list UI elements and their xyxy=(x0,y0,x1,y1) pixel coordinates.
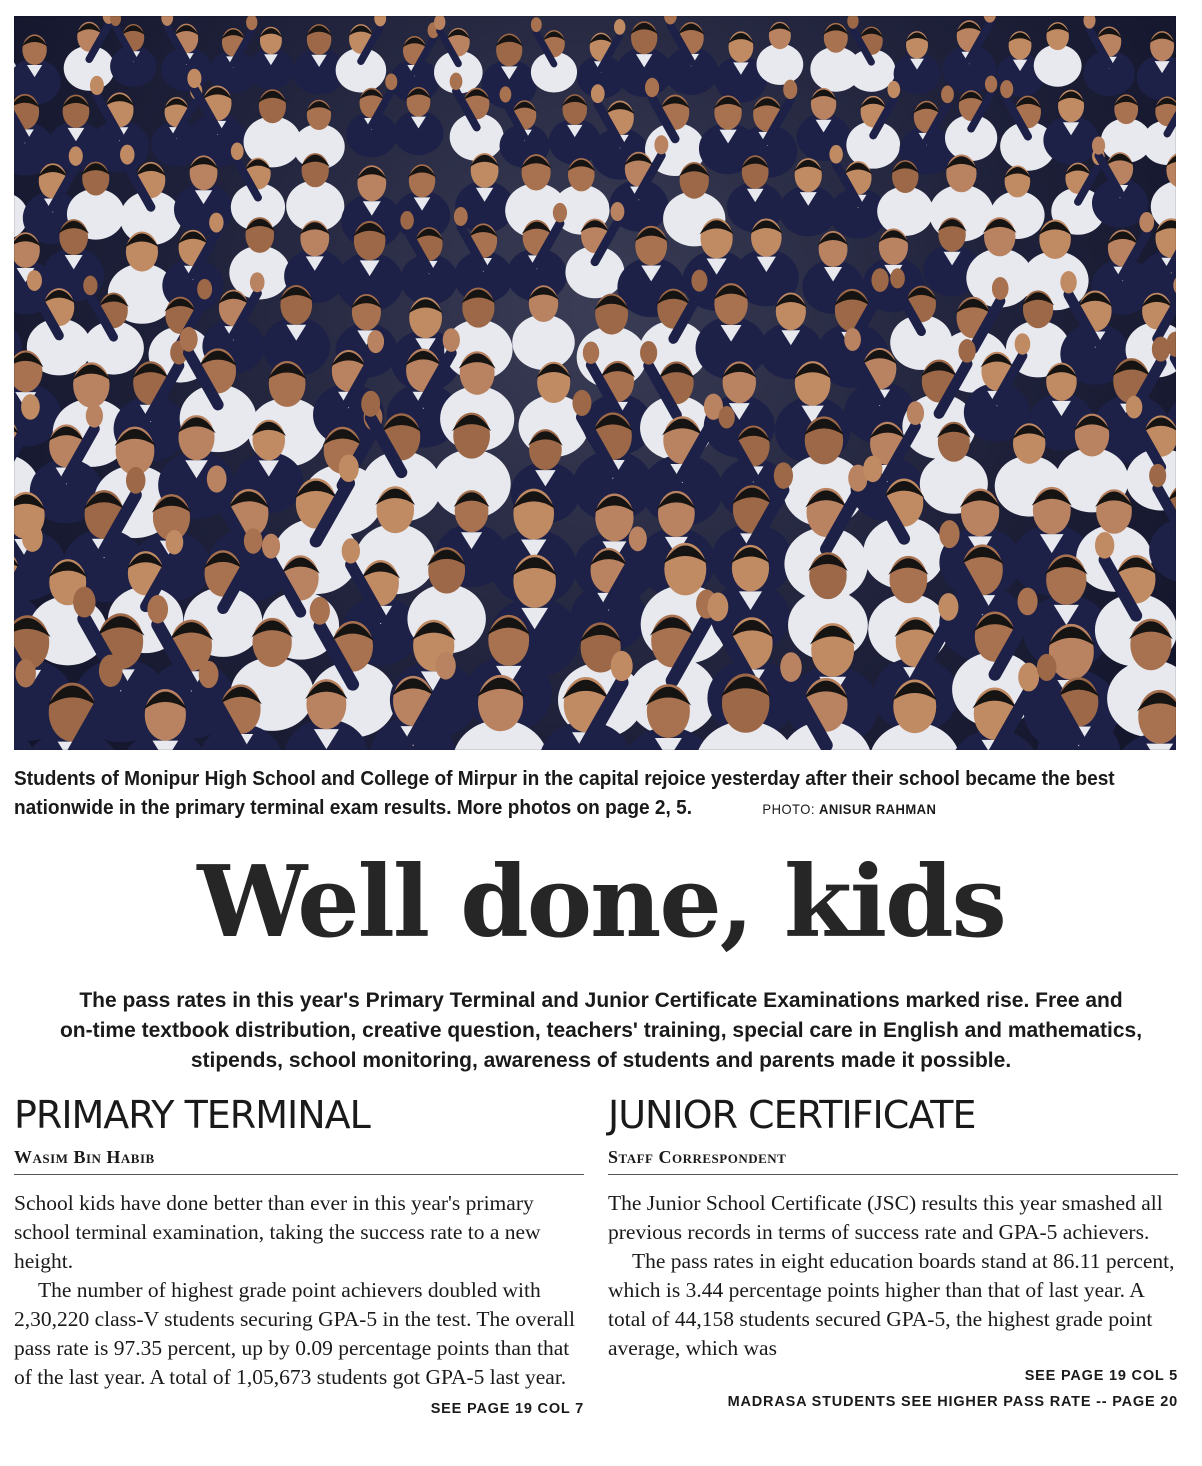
story-body xyxy=(14,1189,584,1392)
continued-jump-link[interactable]: SEE PAGE 19 COL 5 xyxy=(1024,1368,1178,1384)
photo-caption xyxy=(14,764,1180,824)
crowd-photo xyxy=(14,16,1176,750)
deck-line-2: on-time textbook distribution, creative question, teachers' training, special care in English and mathematics, xyxy=(59,1019,1143,1042)
credit-label: PHOTO: xyxy=(762,801,815,817)
byline: Wasim Bin Habib xyxy=(14,1146,584,1175)
continued-jump-link[interactable]: SEE PAGE 19 COL 7 xyxy=(430,1401,584,1417)
deck-line-3: stipends, school monitoring, awareness of students and parents made it possible. xyxy=(190,1049,1012,1072)
paragraph: The Junior School Certificate (JSC) results this year smashed all previous records in terms of success rate and GPA-5 achievers. xyxy=(608,1191,1163,1244)
headline: Well done, kids xyxy=(197,845,1005,960)
story-title: JUNIOR CERTIFICATE xyxy=(608,1093,976,1137)
caption-text: Students of Monipur High School and College of Mirpur in the capital rejoice yesterday after their school became the best nationwide in the primary terminal exam results. More photos on page 2, 5. xyxy=(14,767,1115,819)
primary-terminal-story xyxy=(14,1090,584,1420)
story-title: PRIMARY TERMINAL xyxy=(14,1093,370,1137)
crowd-illustration xyxy=(14,16,1176,750)
related-story-link[interactable]: MADRASA STUDENTS SEE HIGHER PASS RATE -- PAGE 20 xyxy=(727,1394,1178,1410)
paragraph: The number of highest grade point achievers doubled with 2,30,220 class-V students securing GPA-5 in the test. The overall pass rate is 97.35 percent, up by 0.09 percentage points than that of the last year. A total of 1,05,673 students got GPA-5 last year. xyxy=(14,1278,575,1389)
junior-certificate-story xyxy=(608,1090,1178,1413)
byline: Staff Correspondent xyxy=(608,1146,1178,1175)
paragraph: The pass rates in eight education boards stand at 86.11 percent, which is 3.44 percentage points higher than that of last year. A total of 44,158 students secured GPA-5, the highest grade point average, which was xyxy=(608,1249,1175,1360)
paragraph: School kids have done better than ever in this year's primary school terminal examination, taking the success rate to a new height. xyxy=(14,1191,541,1273)
deck-line-1: The pass rates in this year's Primary Terminal and Junior Certificate Examinations marked rise. Free and xyxy=(79,989,1123,1012)
deck-summary xyxy=(20,986,1182,1076)
credit-name: ANISUR RAHMAN xyxy=(818,801,937,817)
photo-credit xyxy=(762,801,936,817)
story-body xyxy=(608,1189,1178,1363)
